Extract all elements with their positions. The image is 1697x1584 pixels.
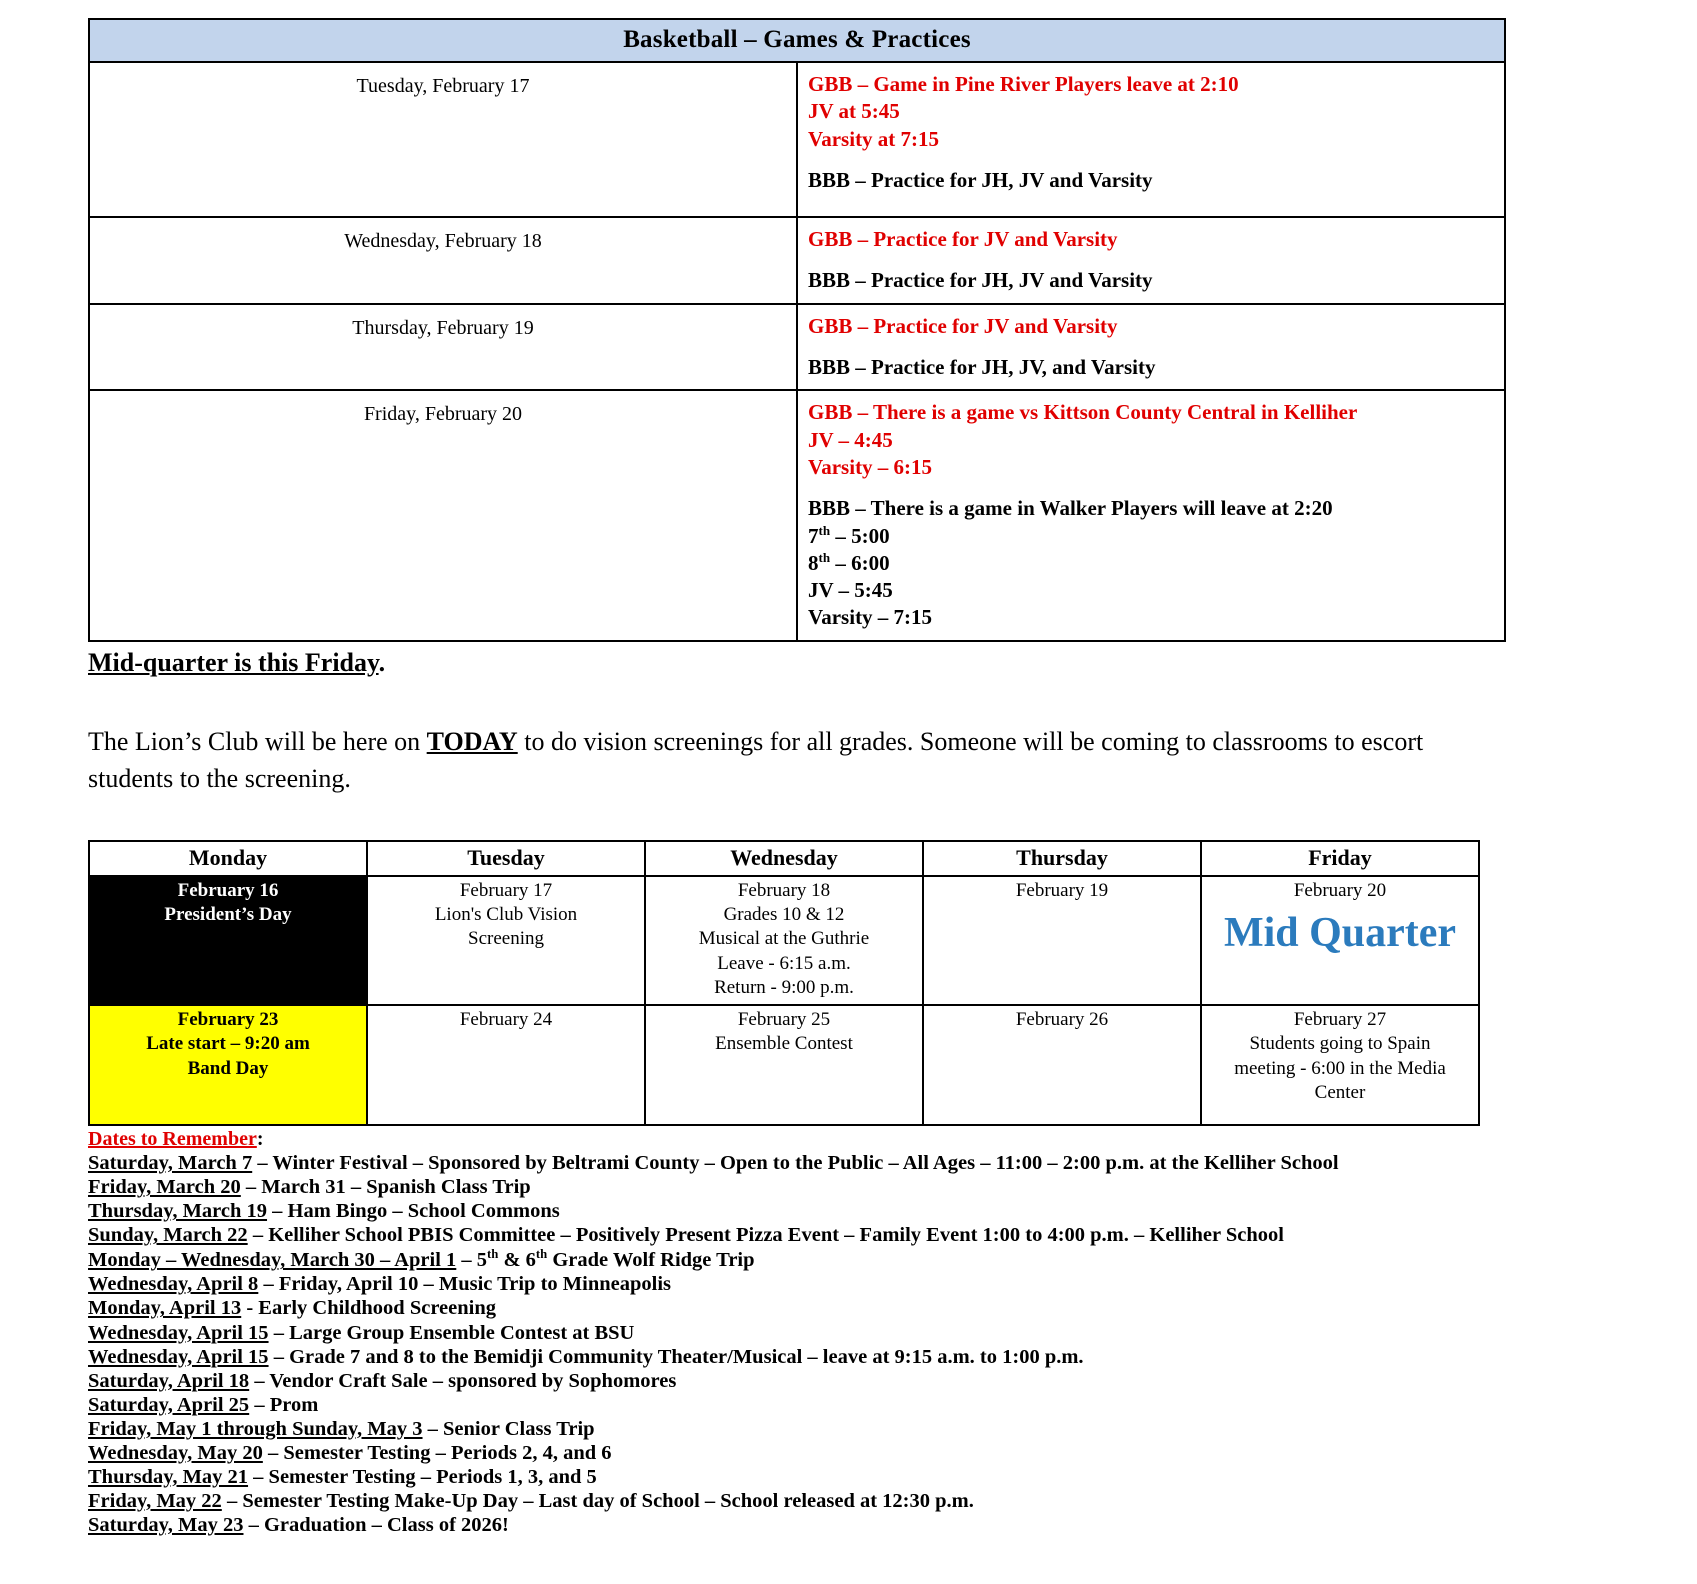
list-item-description: – Prom (249, 1393, 319, 1416)
gbb-line: JV at 5:45 (808, 99, 900, 124)
bbb-line: BBB – Practice for JH, JV and Varsity (808, 167, 1153, 192)
calendar-week-row (89, 876, 1479, 1006)
schedule-events-cell (797, 390, 1505, 640)
list-item-date: Thursday, March 19 (88, 1200, 268, 1223)
calendar-cell-feb17 (367, 876, 645, 1006)
calendar-cell-line: President’s Day (164, 903, 292, 925)
list-item (88, 1369, 1506, 1393)
weekday-header-wednesday: Wednesday (645, 841, 923, 876)
weekday-header-monday: Monday (89, 841, 367, 876)
dates-to-remember-colon: : (256, 1128, 264, 1151)
calendar-cell-date: February 23 (177, 1009, 279, 1031)
calendar-week-row (89, 1005, 1479, 1125)
list-item-description: – 5th & 6th Grade Wolf Ridge Trip (456, 1247, 755, 1272)
list-item-date: Saturday, March 7 (88, 1152, 253, 1175)
dates-to-remember-list (88, 1151, 1506, 1537)
bbb-line-grade8 (808, 550, 1504, 577)
bbb-line: Varsity – 7:15 (808, 605, 933, 630)
calendar-cell-date: February 17 (459, 879, 553, 901)
calendar-cell-date: February 16 (177, 879, 279, 901)
mid-quarter-underlined: Mid-quarter is this Friday (88, 647, 379, 677)
basketball-schedule-table (88, 18, 1506, 642)
calendar-cell-line: Musical at the Guthrie (698, 928, 870, 950)
weekday-header-tuesday: Tuesday (367, 841, 645, 876)
list-item (88, 1296, 1506, 1320)
list-item-description: – Kelliher School PBIS Committee – Positively Present Pizza Event – Family Event 1:00 to 4:00 p.m. – Kelliher School (247, 1224, 1284, 1247)
calendar-cell-feb26 (923, 1005, 1201, 1125)
mid-quarter-period: . (378, 647, 386, 677)
weekday-header-row (89, 841, 1479, 876)
list-item (88, 1465, 1506, 1489)
table-row (89, 62, 1505, 217)
calendar-cell-feb20 (1201, 876, 1479, 1006)
calendar-cell-line: meeting - 6:00 in the Media (1234, 1057, 1446, 1079)
bbb-line: BBB – Practice for JH, JV, and Varsity (808, 355, 1156, 380)
calendar-cell-date: February 18 (737, 879, 831, 901)
list-item-date: Saturday, April 25 (88, 1393, 250, 1416)
calendar-cell-line: Band Day (187, 1057, 269, 1079)
bbb-line: BBB – There is a game in Walker Players will leave at 2:20 (808, 496, 1333, 521)
bbb-line-grade7 (808, 523, 1504, 550)
list-item (88, 1489, 1506, 1513)
calendar-cell-feb24 (367, 1005, 645, 1125)
list-item-date: Saturday, May 23 (88, 1514, 244, 1537)
list-item-description: – Winter Festival – Sponsored by Beltrami County – Open to the Public – All Ages – 11:00 – 2:00 p.m. at the Kelliher School (252, 1152, 1339, 1175)
calendar-cell-feb27 (1201, 1005, 1479, 1125)
schedule-day-label: Tuesday, February 17 (89, 62, 797, 217)
line-spacer (808, 153, 1504, 167)
list-item-description: - Early Childhood Screening (241, 1297, 496, 1320)
list-item-date: Monday, April 13 (88, 1297, 242, 1320)
list-item-description: – Senior Class Trip (422, 1417, 595, 1440)
list-item-description: – Ham Bingo – School Commons (267, 1200, 560, 1223)
list-item-description: – Semester Testing – Periods 2, 4, and 6 (262, 1441, 612, 1464)
schedule-day-label: Wednesday, February 18 (89, 217, 797, 304)
grade-7-time: 7th – 5:00 (808, 522, 890, 548)
list-item-date: Friday, March 20 (88, 1176, 241, 1199)
calendar-cell-line: Lion's Club Vision (434, 903, 578, 925)
calendar-cell-date: February 19 (1015, 879, 1109, 901)
list-item (88, 1321, 1506, 1345)
list-item-date: Friday, May 1 through Sunday, May 3 (88, 1417, 423, 1440)
list-item (88, 1345, 1506, 1369)
list-item-description: – Large Group Ensemble Contest at BSU (268, 1321, 635, 1344)
calendar-cell-feb18 (645, 876, 923, 1006)
gbb-line: GBB – Practice for JV and Varsity (808, 313, 1118, 338)
line-spacer (808, 481, 1504, 495)
schedule-events-cell (797, 217, 1505, 304)
schedule-day-label: Thursday, February 19 (89, 304, 797, 391)
weekly-calendar-header (89, 841, 1479, 876)
calendar-cell-line: Return - 9:00 p.m. (714, 976, 854, 998)
line-spacer (808, 253, 1504, 267)
list-item-date: Wednesday, April 15 (88, 1345, 269, 1368)
calendar-cell-feb16 (89, 876, 367, 1006)
list-item-date: Monday – Wednesday, March 30 – April 1 (88, 1249, 457, 1272)
table-title-row (89, 19, 1505, 62)
calendar-cell-date: February 26 (1015, 1009, 1109, 1031)
list-item-date: Wednesday, April 15 (88, 1321, 269, 1344)
calendar-cell-line: Ensemble Contest (715, 1033, 853, 1055)
list-item-description: – Vendor Craft Sale – sponsored by Sophomores (249, 1369, 677, 1392)
weekday-header-thursday: Thursday (923, 841, 1201, 876)
list-item-date: Saturday, April 18 (88, 1369, 250, 1392)
table-row (89, 217, 1505, 304)
mid-quarter-note (88, 648, 1506, 678)
calendar-cell-line: Leave - 6:15 a.m. (717, 952, 851, 974)
list-item-description: – Semester Testing Make-Up Day – Last day of School – School released at 12:30 p.m. (221, 1490, 974, 1513)
bbb-line: BBB – Practice for JH, JV and Varsity (808, 268, 1153, 293)
list-item-description: – Semester Testing – Periods 1, 3, and 5 (248, 1465, 597, 1488)
weekly-calendar-table (88, 840, 1480, 1127)
calendar-cell-line: Grades 10 & 12 (723, 903, 845, 925)
table-row (89, 390, 1505, 640)
list-item (88, 1393, 1506, 1417)
list-item (88, 1175, 1506, 1199)
gbb-line: GBB – There is a game vs Kittson County Central in Kelliher (808, 400, 1358, 425)
calendar-cell-line: Center (1314, 1082, 1366, 1104)
list-item-description: – Graduation – Class of 2026! (243, 1514, 509, 1537)
calendar-cell-date: February 25 (737, 1009, 831, 1031)
list-item-date: Wednesday, April 8 (88, 1273, 259, 1296)
lions-club-paragraph (88, 724, 1448, 798)
table-row (89, 304, 1505, 391)
calendar-cell-date: February 27 (1293, 1009, 1387, 1031)
mid-quarter-highlight: Mid Quarter (1223, 909, 1457, 956)
dates-to-remember-heading-wrap (88, 1128, 1506, 1151)
gbb-line: Varsity – 6:15 (808, 454, 933, 479)
list-item-date: Sunday, March 22 (88, 1224, 248, 1247)
schedule-events-cell (797, 62, 1505, 217)
basketball-table-title: Basketball – Games & Practices (89, 19, 1505, 62)
list-item (88, 1513, 1506, 1537)
bbb-line: JV – 5:45 (808, 578, 893, 603)
line-spacer (808, 194, 1504, 208)
weekday-header-friday: Friday (1201, 841, 1479, 876)
calendar-cell-feb23 (89, 1005, 367, 1125)
lions-text-before: The Lion’s Club will be here on (88, 726, 427, 756)
calendar-cell-date: February 24 (459, 1009, 553, 1031)
calendar-cell-line: Late start – 9:20 am (146, 1033, 310, 1055)
list-item-date: Wednesday, May 20 (88, 1441, 263, 1464)
gbb-line: GBB – Game in Pine River Players leave at 2:10 (808, 72, 1239, 96)
calendar-cell-line: Screening (468, 928, 544, 950)
calendar-cell-feb25 (645, 1005, 923, 1125)
list-item (88, 1247, 1506, 1272)
gbb-line: JV – 4:45 (808, 427, 893, 452)
list-item (88, 1441, 1506, 1465)
list-item-date: Friday, May 22 (88, 1490, 222, 1513)
lions-text-after: to do vision screenings for all grades. Someone will be coming to classrooms to escort students to the screening. (88, 726, 1424, 793)
calendar-cell-line: Students going to Spain (1249, 1033, 1431, 1055)
list-item-description: – Grade 7 and 8 to the Bemidji Community Theater/Musical – leave at 9:15 a.m. to 1:00 p.m. (268, 1345, 1084, 1368)
gbb-line: Varsity at 7:15 (808, 126, 940, 151)
list-item (88, 1417, 1506, 1441)
calendar-cell-feb19 (923, 876, 1201, 1006)
list-item (88, 1272, 1506, 1296)
basketball-schedule-body (89, 19, 1505, 641)
list-item-date: Thursday, May 21 (88, 1465, 249, 1488)
list-item (88, 1199, 1506, 1223)
schedule-events-cell (797, 304, 1505, 391)
line-spacer (808, 340, 1504, 354)
calendar-cell-date: February 20 (1293, 879, 1387, 901)
list-item-description: – Friday, April 10 – Music Trip to Minneapolis (258, 1273, 672, 1296)
newsletter-page (88, 18, 1506, 1537)
today-emphasis: TODAY (426, 726, 518, 756)
gbb-line: GBB – Practice for JV and Varsity (808, 227, 1118, 252)
weekly-calendar-body (89, 876, 1479, 1126)
dates-to-remember-heading: Dates to Remember (88, 1128, 257, 1151)
list-item (88, 1223, 1506, 1247)
list-item-description: – March 31 – Spanish Class Trip (240, 1176, 531, 1199)
grade-8-time: 8th – 6:00 (808, 549, 890, 575)
schedule-day-label: Friday, February 20 (89, 390, 797, 640)
list-item (88, 1151, 1506, 1175)
